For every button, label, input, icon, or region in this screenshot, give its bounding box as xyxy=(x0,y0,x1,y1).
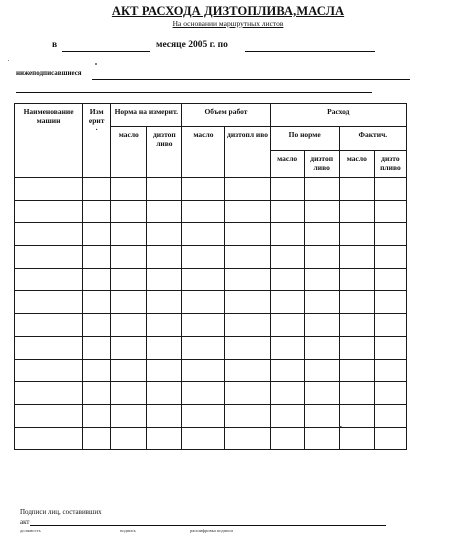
table-cell xyxy=(270,200,304,223)
table-cell xyxy=(83,291,111,314)
table-cell xyxy=(15,427,83,450)
table-cell xyxy=(304,382,339,405)
table-cell xyxy=(270,359,304,382)
table-row xyxy=(15,246,407,269)
table-cell xyxy=(83,223,111,246)
table-cell xyxy=(15,291,83,314)
table-cell xyxy=(111,314,147,337)
table-cell xyxy=(111,336,147,359)
header-norm-fuel: дизтоп ливо xyxy=(147,127,182,178)
table-cell xyxy=(374,314,406,337)
table-cell xyxy=(225,359,270,382)
table-cell xyxy=(83,178,111,201)
table-cell xyxy=(270,178,304,201)
table-row xyxy=(15,178,407,201)
table-cell xyxy=(182,427,225,450)
table-cell xyxy=(374,223,406,246)
caption-position: должность xyxy=(20,528,41,533)
scan-speck xyxy=(8,60,9,61)
table-cell xyxy=(15,336,83,359)
table-cell xyxy=(225,314,270,337)
table-cell xyxy=(83,200,111,223)
table-cell xyxy=(339,427,374,450)
table-row xyxy=(15,200,407,223)
scan-speck xyxy=(95,63,97,65)
table-cell xyxy=(83,314,111,337)
table-cell xyxy=(225,336,270,359)
signature-line xyxy=(30,525,386,526)
table-row xyxy=(15,382,407,405)
table-cell xyxy=(147,223,182,246)
table-cell xyxy=(374,359,406,382)
table-row xyxy=(15,223,407,246)
header-actual-oil: масло xyxy=(339,151,374,178)
table-cell xyxy=(147,336,182,359)
table-cell xyxy=(374,336,406,359)
table-row xyxy=(15,268,407,291)
table-row xyxy=(15,291,407,314)
table-cell xyxy=(339,223,374,246)
table-cell xyxy=(15,200,83,223)
table-row xyxy=(15,404,407,427)
table-cell xyxy=(339,314,374,337)
table-cell xyxy=(304,291,339,314)
table-cell xyxy=(147,200,182,223)
table-cell xyxy=(147,178,182,201)
table-cell xyxy=(111,404,147,427)
table-cell xyxy=(182,291,225,314)
table-cell xyxy=(182,223,225,246)
table-cell xyxy=(339,291,374,314)
table-cell xyxy=(270,404,304,427)
header-norm-oil: масло xyxy=(111,127,147,178)
period-start-line xyxy=(62,51,150,52)
table-cell xyxy=(304,246,339,269)
header-consumption: Расход xyxy=(270,104,406,127)
table-cell xyxy=(339,404,374,427)
header-volume-fuel: дизтопл иво xyxy=(225,127,270,178)
table-cell xyxy=(304,178,339,201)
table-cell xyxy=(339,200,374,223)
table-cell xyxy=(339,336,374,359)
table-cell xyxy=(225,291,270,314)
table-cell xyxy=(270,336,304,359)
header-norm: Норма на измерит. xyxy=(111,104,182,127)
table-cell xyxy=(270,291,304,314)
table-cell xyxy=(225,246,270,269)
table-cell xyxy=(374,246,406,269)
table-cell xyxy=(304,223,339,246)
table-cell xyxy=(339,178,374,201)
table-cell xyxy=(304,336,339,359)
table-cell xyxy=(147,359,182,382)
table-cell xyxy=(374,404,406,427)
table-cell xyxy=(304,359,339,382)
table-cell xyxy=(15,314,83,337)
table-cell xyxy=(374,427,406,450)
table-cell xyxy=(15,178,83,201)
table-cell xyxy=(182,178,225,201)
table-cell xyxy=(304,404,339,427)
table-cell xyxy=(182,336,225,359)
table-cell xyxy=(83,359,111,382)
table-cell xyxy=(270,427,304,450)
table-cell xyxy=(270,223,304,246)
signer-line-2 xyxy=(16,92,372,93)
table-cell xyxy=(374,382,406,405)
table-cell xyxy=(83,404,111,427)
header-unit: Изм ерит · xyxy=(83,104,111,178)
table-cell xyxy=(83,382,111,405)
header-by-norm-fuel: дизтоп ливо xyxy=(304,151,339,178)
table-cell xyxy=(374,178,406,201)
header-by-norm: По норме xyxy=(270,127,339,151)
table-cell xyxy=(111,291,147,314)
table-cell xyxy=(111,427,147,450)
table-cell xyxy=(111,200,147,223)
table-row xyxy=(15,314,407,337)
table-cell xyxy=(15,268,83,291)
table-cell xyxy=(339,268,374,291)
table-cell xyxy=(225,178,270,201)
table-cell xyxy=(182,314,225,337)
table-cell xyxy=(111,268,147,291)
table-cell xyxy=(83,268,111,291)
period-prefix: в xyxy=(52,40,58,50)
signer-line-1 xyxy=(92,79,410,80)
table-cell xyxy=(225,268,270,291)
table-cell xyxy=(225,404,270,427)
table-body xyxy=(15,178,407,450)
table-cell xyxy=(225,382,270,405)
table-cell xyxy=(111,382,147,405)
table-cell xyxy=(15,382,83,405)
period-end-line xyxy=(245,51,375,52)
table-cell xyxy=(111,223,147,246)
caption-signature: подпись xyxy=(120,528,136,533)
header-actual: Фактич. xyxy=(339,127,406,151)
table-cell xyxy=(304,200,339,223)
period-middle-text: месяце 2005 г. по xyxy=(156,40,228,50)
header-machine-name: Наименование машин xyxy=(15,104,83,178)
table-cell xyxy=(225,223,270,246)
table-cell xyxy=(15,223,83,246)
table-cell xyxy=(339,246,374,269)
table-cell xyxy=(147,382,182,405)
document-title: АКТ РАСХОДА ДИЗТОПЛИВА,МАСЛА xyxy=(111,4,345,18)
table-cell xyxy=(339,359,374,382)
table-cell xyxy=(182,382,225,405)
table-row xyxy=(15,336,407,359)
table-cell xyxy=(182,359,225,382)
table-cell xyxy=(111,246,147,269)
table-cell xyxy=(147,404,182,427)
table-cell xyxy=(147,268,182,291)
caption-decoding: расшифровка подписи xyxy=(190,528,233,533)
fuel-consumption-table xyxy=(14,103,407,450)
header-actual-fuel: дизто пливо xyxy=(374,151,406,178)
table-cell xyxy=(111,359,147,382)
table-cell xyxy=(304,314,339,337)
signatures-akt: акт xyxy=(20,518,30,526)
table-row xyxy=(15,427,407,450)
signer-label: нижеподписавшиеся xyxy=(16,69,82,77)
table-cell xyxy=(270,314,304,337)
table-cell xyxy=(182,404,225,427)
table-cell xyxy=(182,200,225,223)
table-cell xyxy=(304,268,339,291)
table-cell xyxy=(147,427,182,450)
table-cell xyxy=(83,427,111,450)
table-cell xyxy=(225,427,270,450)
table-cell xyxy=(147,314,182,337)
header-volume-oil: масло xyxy=(182,127,225,178)
table-cell xyxy=(339,382,374,405)
table-cell xyxy=(270,382,304,405)
table-cell xyxy=(374,268,406,291)
table-cell xyxy=(304,427,339,450)
table-cell xyxy=(182,246,225,269)
table-cell xyxy=(15,404,83,427)
header-work-volume: Объем работ xyxy=(182,104,270,127)
table-cell xyxy=(374,291,406,314)
signatures-label: Подписи лиц, составивших xyxy=(20,508,102,516)
header-by-norm-oil: масло xyxy=(270,151,304,178)
table-cell xyxy=(270,268,304,291)
table-cell xyxy=(182,268,225,291)
table-cell xyxy=(225,200,270,223)
table-cell xyxy=(15,246,83,269)
table-cell xyxy=(111,178,147,201)
table-cell xyxy=(147,291,182,314)
scan-speck xyxy=(339,426,342,427)
table-cell xyxy=(15,359,83,382)
document-subtitle: На основании маршрутных листов xyxy=(172,19,284,28)
table-cell xyxy=(270,246,304,269)
table-cell xyxy=(147,246,182,269)
table-cell xyxy=(83,246,111,269)
table-cell xyxy=(374,200,406,223)
table-row xyxy=(15,359,407,382)
table-cell xyxy=(83,336,111,359)
